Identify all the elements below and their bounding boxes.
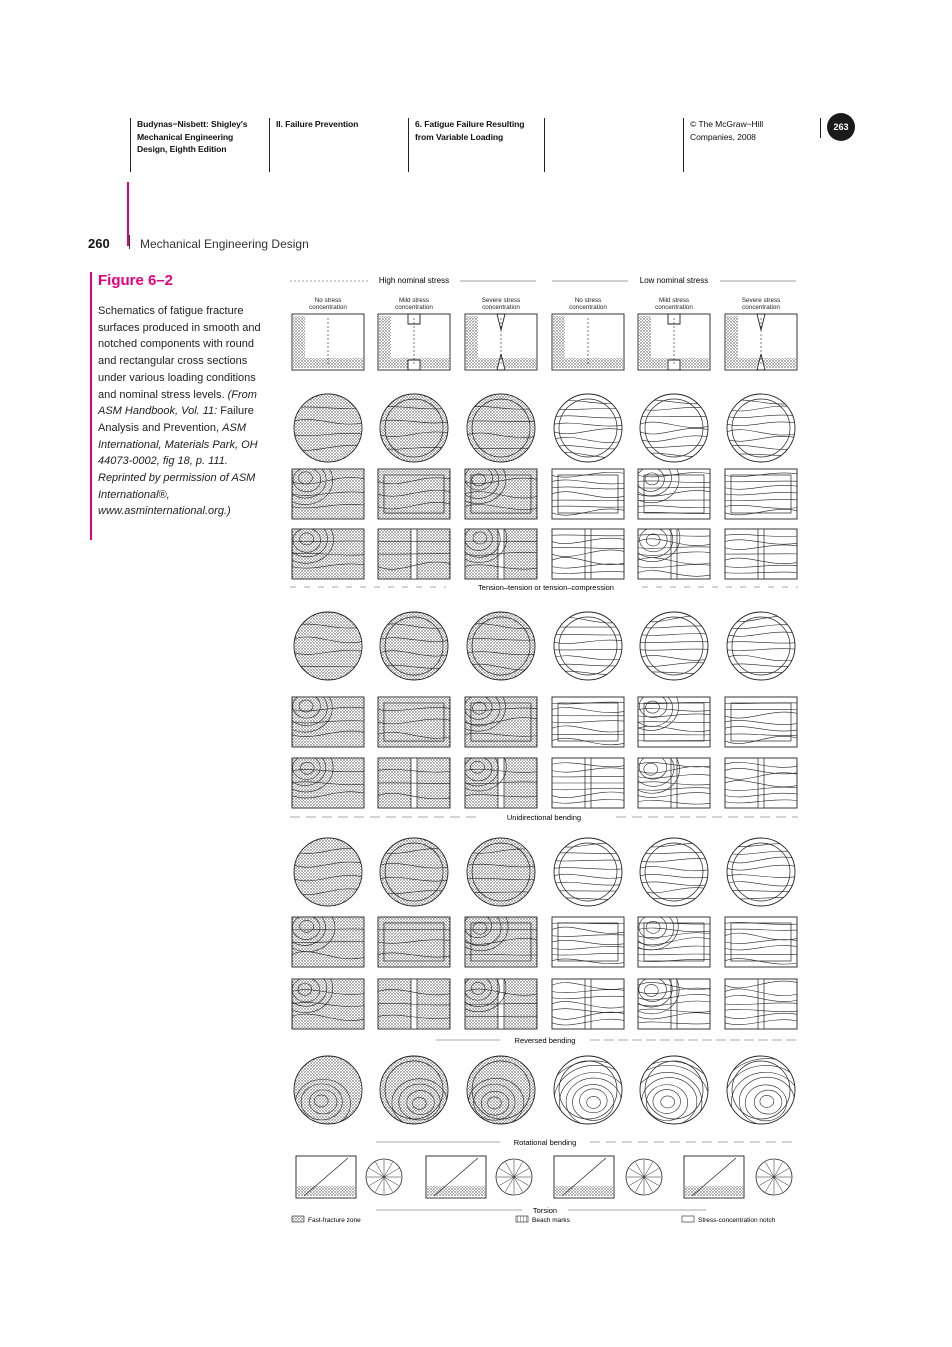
concentration-label: Mild stress [398,297,430,304]
legend-swatch-fast-fracture [292,1216,304,1222]
tension-round-section-row [294,394,795,462]
rect-section-specimen [286,456,364,519]
round-section-specimen [727,612,795,680]
concentration-label: concentration [569,304,607,311]
header-chapter-line: from Variable Loading [415,131,504,142]
header-publisher [683,118,763,172]
shaft-specimen [725,314,797,370]
round-section-specimen [380,1056,448,1127]
legend-fast-fracture: Fast-fracture zone [308,1217,361,1224]
torsion-specimen [426,1156,532,1198]
rect-section-specimen [286,904,364,967]
round-section-specimen [554,838,622,906]
round-section-specimen [545,1056,642,1145]
round-section-specimen [727,838,795,906]
rect-section-specimen [725,758,797,808]
torsion-row [296,1156,792,1198]
header-divider [544,118,551,172]
header-publisher-line: © The McGraw−Hill [690,119,764,129]
round-section-specimen [294,394,362,462]
rect-section-specimen [552,979,624,1029]
rect-section-specimen [452,514,537,579]
header-book-line: Mechanical Engineering [137,131,234,142]
caption-citation: (From ASM Handbook, Vol. 11: [98,388,257,418]
concentration-label: concentration [742,304,780,311]
round-section-specimen [719,1056,802,1143]
running-title: Mechanical Engineering Design [140,237,309,251]
rect-section-specimen [552,917,624,967]
shaft-specimen [378,314,450,370]
tension-rect-section-row [286,455,797,519]
round-section-specimen [380,394,448,462]
rect-section-specimen [624,455,710,519]
torsion-specimen [684,1156,792,1198]
tension-rect-notched-row [286,514,797,579]
rect-section-specimen [286,515,364,579]
rect-section-specimen [378,697,450,747]
rect-section-specimen [453,903,537,967]
round-section-specimen [467,1056,535,1126]
unidirectional-round-row [294,612,795,680]
round-section-specimen [640,394,708,462]
concentration-label: Severe stress [481,297,521,304]
rect-section-specimen [451,456,537,519]
concentration-label: concentration [482,304,520,311]
rect-section-specimen [378,758,450,808]
shaft-specimen [638,314,710,370]
round-section-specimen [467,394,535,462]
caption-text: Failure Analysis and Prevention, [98,405,254,434]
concentration-label: concentration [309,304,347,311]
rect-section-specimen [286,965,364,1029]
legend-swatch-notch [682,1216,694,1222]
concentration-label: No stress [314,297,342,304]
round-section-specimen [380,612,448,680]
legend-beach-marks: Beach marks [532,1217,570,1224]
section-label-torsion: Torsion [532,1206,558,1215]
shaft-side-view-row [292,314,797,370]
section-label-unidirectional: Unidirectional bending [506,813,582,822]
rect-section-specimen [552,697,624,747]
legend-notch: Stress-concentration notch [698,1217,776,1224]
rect-section-specimen [623,902,710,967]
page-separator [129,235,130,249]
rect-section-specimen [286,744,364,808]
header-book [130,118,247,172]
rotational-round-row [294,1056,802,1145]
torsion-specimen [554,1156,662,1198]
round-section-specimen [467,838,535,906]
round-section-specimen [294,612,362,680]
rect-section-specimen [725,469,797,519]
header-book-line: Budynas−Nisbett: Shigley's [137,119,248,129]
rect-section-specimen [286,684,364,747]
round-section-specimen [554,612,622,680]
concentration-label: No stress [574,297,602,304]
caption-accent-bar [90,272,92,540]
rect-section-specimen [378,469,450,519]
rect-section-specimen [725,917,797,967]
rect-section-specimen [552,529,624,579]
rect-section-specimen [451,964,537,1029]
round-section-specimen [727,394,795,462]
round-section-specimen [380,838,448,906]
torsion-specimen [296,1156,402,1198]
section-label-tension: Tension–tension or tension–compression [478,583,614,592]
rect-section-specimen [450,683,537,747]
round-section-specimen [640,612,708,680]
legend-swatch-beach-marks [516,1216,528,1222]
header-end-rule [820,118,827,138]
concentration-label: concentration [395,304,433,311]
caption-text: Schematics of fatigue fracture surfaces produced in smooth and notched components with round and rectangular cross sections under various loading conditions and nominal stress levels. [98,305,261,401]
shaft-specimen [552,314,624,370]
rect-section-specimen [624,745,710,808]
stress-level-low: Low nominal stress [639,276,709,285]
rect-section-specimen [552,758,624,808]
rect-section-specimen [624,966,710,1029]
rect-section-specimen [378,917,450,967]
header-part [269,118,358,172]
concentration-label: Mild stress [658,297,690,304]
round-section-specimen [554,394,622,462]
round-section-specimen [467,612,535,680]
reversed-round-row [294,838,795,906]
unidirectional-rect-row [286,682,797,747]
rect-section-specimen [625,514,710,579]
reversed-rect-notched-row [286,964,797,1029]
rect-section-specimen [623,682,710,747]
rect-section-specimen [378,529,450,579]
header-chapter [408,118,524,172]
figure-caption [98,303,263,520]
header-publisher-line: Companies, 2008 [690,131,756,142]
section-label-rotational: Rotational bending [513,1138,577,1147]
page-badge: 263 [827,113,855,141]
round-section-specimen [294,838,362,906]
unidirectional-rect-notched-row [286,743,797,808]
header-part-label: II. Failure Prevention [276,119,359,129]
fatigue-fracture-figure [286,270,802,1230]
section-label-reversed: Reversed bending [514,1036,576,1045]
round-section-specimen [640,838,708,906]
page-number: 260 [88,236,110,251]
rect-section-specimen [725,529,797,579]
rect-section-specimen [725,697,797,747]
header-book-line: Design, Eighth Edition [137,144,227,154]
figure-title: Figure 6–2 [98,272,174,289]
header-chapter-line: 6. Fatigue Failure Resulting [415,119,525,129]
round-section-specimen [294,1056,362,1127]
shaft-specimen [465,314,537,370]
reversed-rect-row [286,902,797,967]
concentration-label: concentration [655,304,693,311]
rect-section-specimen [451,743,537,808]
concentration-label: Severe stress [741,297,781,304]
stress-level-high: High nominal stress [378,276,450,285]
rect-section-specimen [378,979,450,1029]
shaft-specimen [292,314,364,370]
rect-section-specimen [552,469,624,519]
caption-citation: ASM International, Materials Park, OH 44073-0002, fig 18, p. 111. Reprinted by permission of ASM International®, www.asminternational.org.) [98,421,258,518]
rect-section-specimen [725,979,797,1029]
round-section-specimen [621,1056,718,1145]
